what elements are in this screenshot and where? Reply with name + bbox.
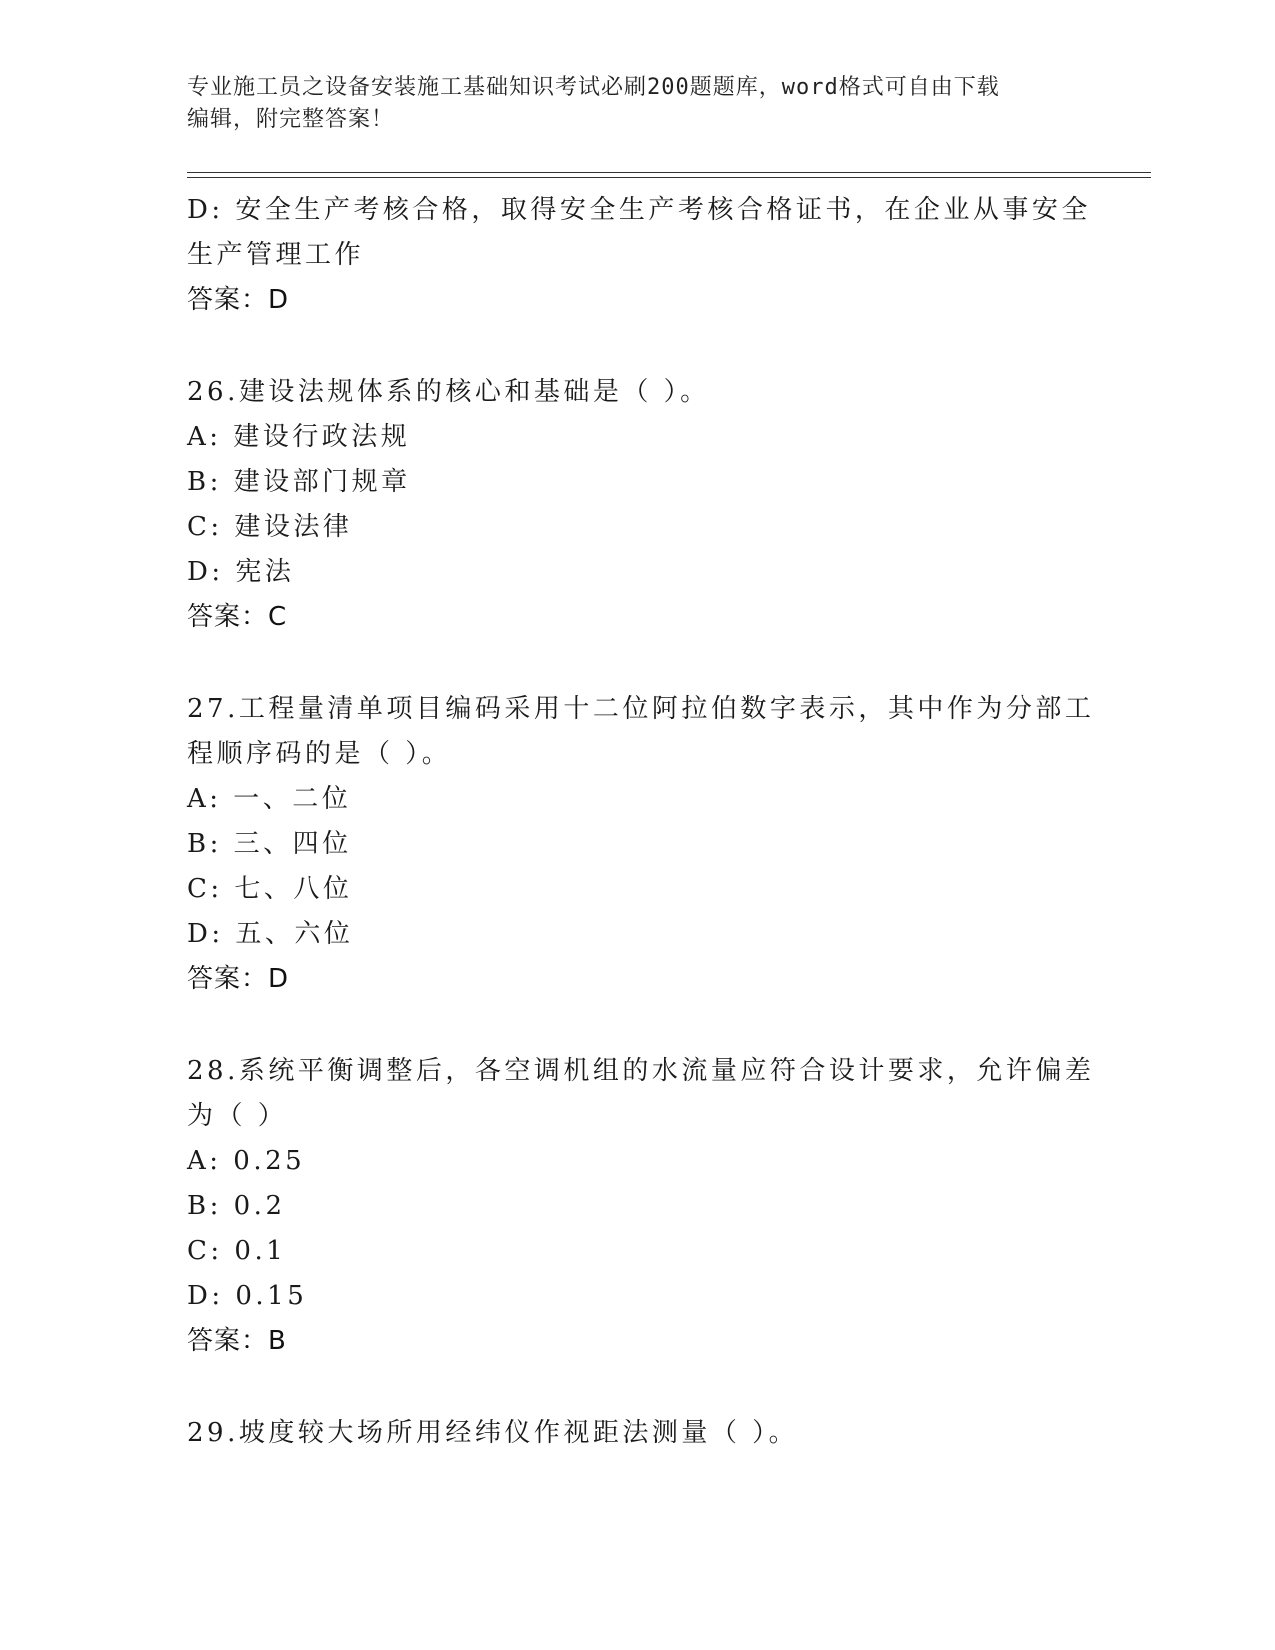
- question-stem: 28.系统平衡调整后，各空调机组的水流量应符合设计要求，允许偏差: [187, 1056, 1095, 1086]
- question-28: [187, 1049, 1095, 1364]
- answer-line: 答案：C: [187, 602, 288, 632]
- option-c: C: 七、八位: [187, 874, 353, 904]
- option-d: D: 五、六位: [187, 919, 354, 949]
- question-stem: 27.工程量清单项目编码采用十二位阿拉伯数字表示，其中作为分部工: [187, 694, 1095, 724]
- answer-line: 答案：D: [187, 285, 290, 315]
- option-d: D: 0.15: [187, 1281, 308, 1311]
- option-c: C: 建设法律: [187, 512, 353, 542]
- option-d: D: 宪法: [187, 557, 295, 587]
- answer-line: 答案：B: [187, 1326, 287, 1356]
- answer-line: 答案：D: [187, 964, 290, 994]
- question-stem: 26.建设法规体系的核心和基础是（ ）。: [187, 377, 710, 407]
- option-a: A: 一、二位: [187, 784, 352, 814]
- option-b: B: 0.2: [187, 1191, 286, 1221]
- option-b: B: 三、四位: [187, 829, 352, 859]
- option-b: B: 建设部门规章: [187, 467, 411, 497]
- header-rule-top: [187, 172, 1151, 173]
- page-header: [187, 72, 1067, 136]
- question-stem-continued: 程顺序码的是（ ）。: [187, 739, 452, 769]
- question-27: [187, 687, 1095, 1002]
- question-stem-continued: 为（ ）: [187, 1101, 288, 1131]
- header-line-1: 专业施工员之设备安装施工基础知识考试必刷200题题库，word格式可自由下载: [187, 75, 1000, 100]
- question-stem: 29.坡度较大场所用经纬仪作视距法测量（ ）。: [187, 1418, 799, 1448]
- question-29: [187, 1411, 1067, 1456]
- question-26: [187, 370, 1067, 640]
- question-content: [187, 188, 1095, 1456]
- header-line-2: 编辑，附完整答案！: [187, 107, 395, 132]
- question-25-continued: [187, 188, 1091, 323]
- header-rule-bottom: [187, 177, 1151, 178]
- option-d-continued: 生产管理工作: [187, 240, 365, 270]
- option-a: A: 建设行政法规: [187, 422, 411, 452]
- option-a: A: 0.25: [187, 1146, 306, 1176]
- option-c: C: 0.1: [187, 1236, 287, 1266]
- option-d: D: 安全生产考核合格，取得安全生产考核合格证书，在企业从事安全: [187, 195, 1091, 225]
